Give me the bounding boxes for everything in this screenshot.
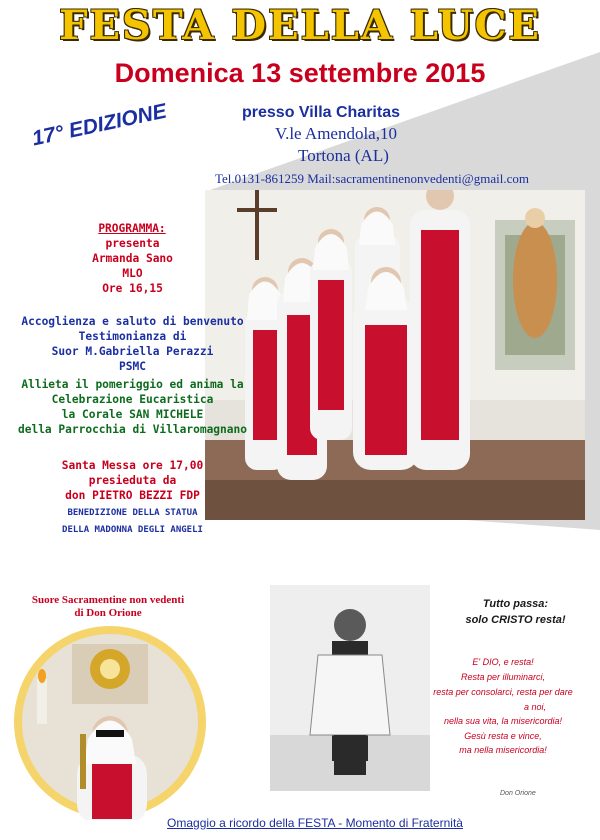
program-line: della Parrocchia di Villaromagnano [17,423,247,436]
orione-title [8,594,208,620]
don-orione-photo [270,585,430,791]
program-line: presenta [105,237,160,250]
page-title: FESTA DELLA LUCE [59,2,541,49]
program-line: Allieta il pomeriggio ed anima la [21,378,244,391]
program-heading: PROGRAMMA: [98,222,166,235]
quote-line: Gesù resta e vince, [464,731,542,741]
quote-line: resta per consolarci, resta per dare [433,687,573,697]
program-line: la Corale SAN MICHELE [61,408,204,421]
program-line: don PIETRO BEZZI FDP [65,489,200,502]
edition-label: 17° EDIZIONE [30,99,169,151]
program-line: Accoglienza e saluto di benvenuto [21,315,244,328]
program-line: PSMC [119,360,146,373]
program-line: DELLA MADONNA DEGLI ANGELI [62,525,203,535]
quote-heading-line2: solo CRISTO resta! [465,614,566,626]
program-line: MLO [122,267,143,280]
program-line: Testimonianza di [78,330,187,343]
event-date: Domenica 13 settembre 2015 [114,58,486,88]
program-line: Celebrazione Eucaristica [51,393,214,406]
venue-address-line2: Tortona (AL) [298,146,389,165]
venue-contact: Tel.0131-861259 Mail:sacramentinenonvedenti@gmail.com [215,171,529,186]
program-line: Armanda Sano [92,252,173,265]
quote-line: a noi, [523,702,547,712]
program-line: BENEDIZIONE DELLA STATUA [67,508,198,518]
quote-line: Resta per illuminarci, [460,672,546,682]
quote-heading [443,596,588,628]
program-line: Ore 16,15 [102,282,163,295]
quote-signature: Don Orione [500,790,536,797]
footer-text: Omaggio a ricordo della FESTA - Momento di Fraternità [167,816,463,830]
program-line: Santa Messa ore 17,00 [61,459,204,472]
orione-title-line2: di Don Orione [74,607,142,619]
venue-address-line1: V.le Amendola,10 [275,124,397,143]
round-nun-photo [12,624,208,820]
quote-heading-line1: Tutto passa: [482,598,549,610]
quote-line: ma nella misericordia! [459,745,547,755]
program-line: presieduta da [88,474,177,487]
venue-name: presso Villa Charitas [242,104,400,121]
quote-line: E' DIO, e resta! [472,657,534,667]
program-line: Suor M.Gabriella Perazzi [51,345,214,358]
quote-line: nella sua vita, la misericordia! [443,716,563,726]
orione-title-line1: Suore Sacramentine non vedenti [31,594,185,606]
